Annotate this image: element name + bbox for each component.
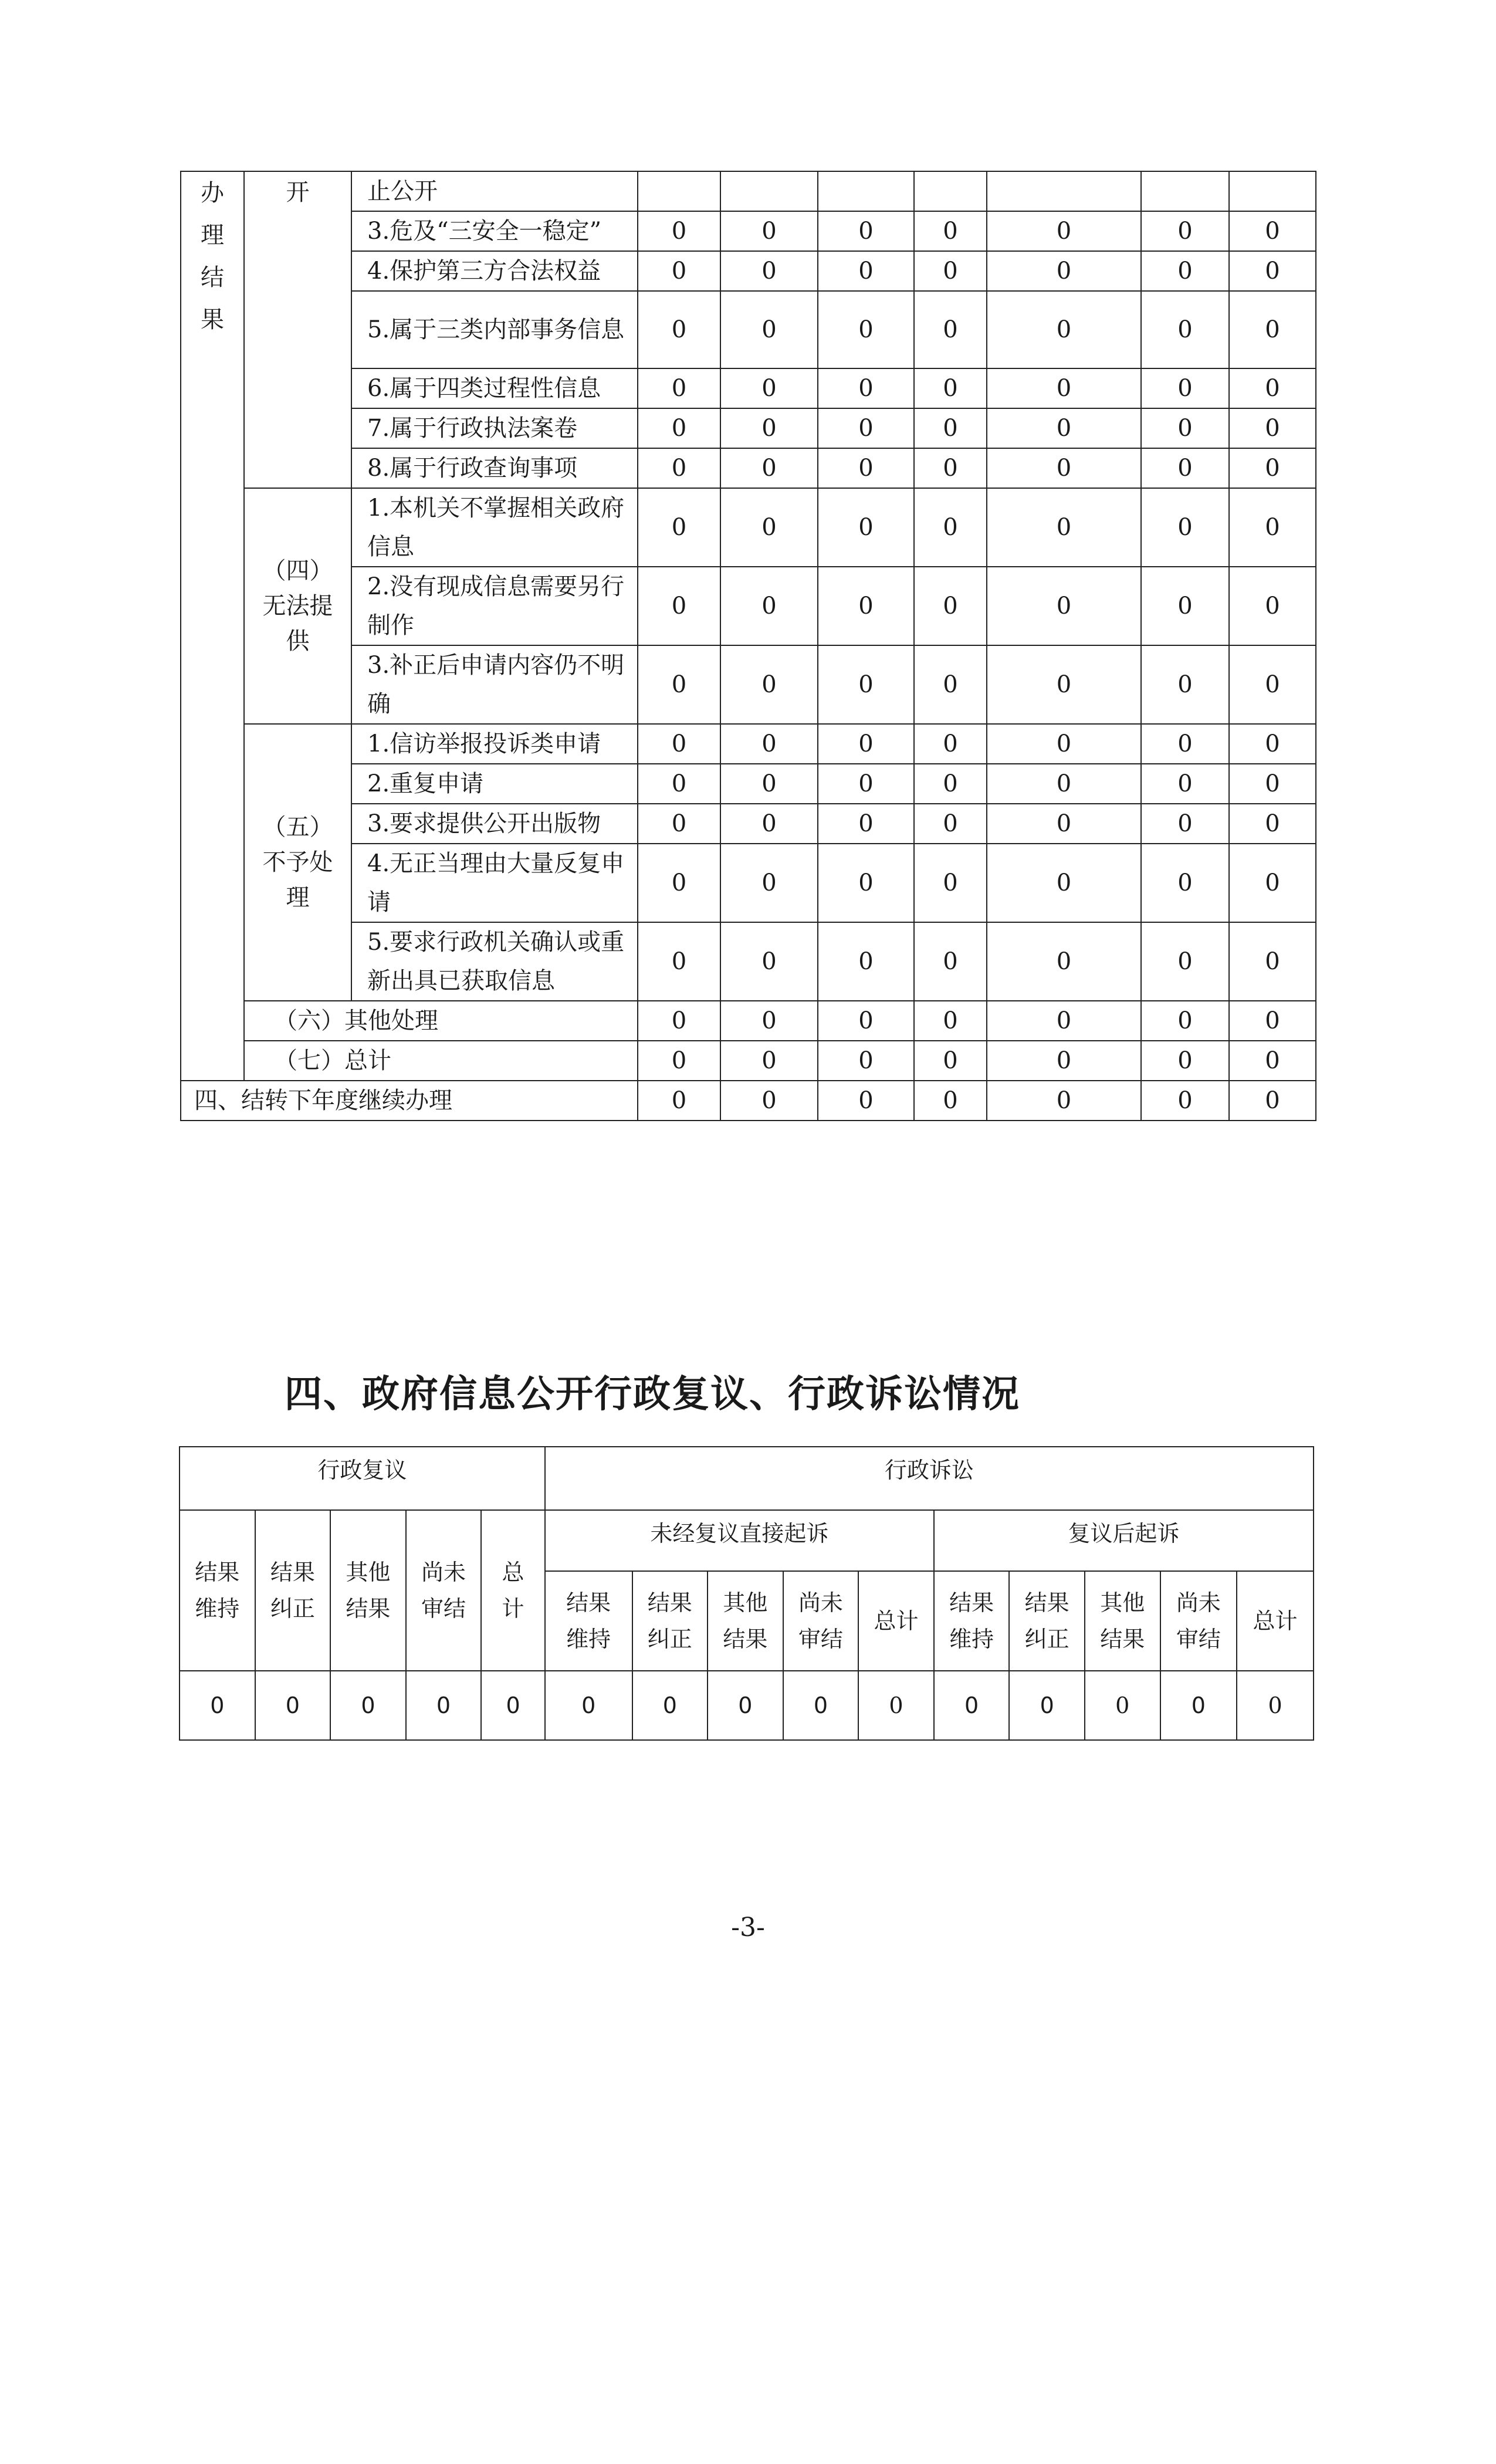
cell-value [1229, 171, 1316, 211]
cell-value [818, 171, 914, 211]
cell-value: 0 [818, 1001, 914, 1041]
cell-value: 0 [1141, 1081, 1229, 1121]
row-label: 1.本机关不掌握相关政府信息 [351, 488, 638, 567]
review-litigation-table [179, 1446, 1314, 1741]
cell-value: 0 [818, 724, 914, 764]
cell-value: 0 [720, 291, 818, 368]
cell-value: 0 [1141, 211, 1229, 251]
cell-value: 0 [914, 764, 987, 804]
cell-value: 0 [818, 448, 914, 488]
cell-value: 0 [818, 764, 914, 804]
after-col-header [934, 1571, 1010, 1671]
group5-label-c: 理 [286, 884, 310, 911]
cell-value: 0 [914, 211, 987, 251]
cell-value: 0 [1229, 645, 1316, 724]
cell-value: 0 [638, 567, 720, 645]
cell-value: 0 [818, 368, 914, 408]
cell-value: 0 [638, 368, 720, 408]
cell-value: 0 [914, 1081, 987, 1121]
col-text: 结果纠正 [270, 1559, 315, 1622]
cell-value: 0 [914, 567, 987, 645]
lawsuit-header: 行政诉讼 [545, 1447, 1314, 1510]
cell-value: 0 [720, 764, 818, 804]
cell-value: 0 [1141, 764, 1229, 804]
cell-value: 0 [1229, 488, 1316, 567]
direct-col-header [783, 1571, 859, 1671]
cell-value: 0 [987, 1081, 1141, 1121]
cell-value: 0 [987, 1001, 1141, 1041]
cell-value: 0 [818, 488, 914, 567]
cell-value [720, 171, 818, 211]
cell-value: 0 [720, 488, 818, 567]
cell-value: 0 [638, 488, 720, 567]
group5-label [244, 724, 351, 1001]
cell-value: 0 [914, 408, 987, 448]
col-text: 结果维持 [949, 1590, 994, 1652]
after-col-header [1009, 1571, 1085, 1671]
cell-value [1141, 171, 1229, 211]
col-text: 结果纠正 [1024, 1590, 1069, 1652]
cell-value: 0 [1229, 1001, 1316, 1041]
review-col-header [330, 1510, 406, 1671]
cell-value: 0 [818, 922, 914, 1001]
cell-value: 0 [1229, 291, 1316, 368]
cell-value: 0 [720, 844, 818, 922]
cell-value: 0 [987, 488, 1141, 567]
col-text: 其他结果 [723, 1590, 768, 1652]
cell-value: 0 [1141, 408, 1229, 448]
row-label: 2.没有现成信息需要另行制作 [351, 567, 638, 645]
after-col-header [1237, 1571, 1314, 1671]
cell-value: 0 [1229, 567, 1316, 645]
group5-label-a: （五） [262, 814, 333, 841]
after-col-header [1085, 1571, 1160, 1671]
col-text: 总计 [502, 1559, 524, 1622]
review-header: 行政复议 [180, 1447, 545, 1510]
col-text: 总计 [874, 1608, 919, 1634]
review-value: 0 [481, 1671, 545, 1740]
cell-value: 0 [987, 211, 1141, 251]
cell-value: 0 [1229, 922, 1316, 1001]
cell-value: 0 [638, 724, 720, 764]
cell-value: 0 [987, 368, 1141, 408]
direct-col-header [632, 1571, 708, 1671]
cell-value: 0 [720, 567, 818, 645]
row-label: 3.危及“三安全一稳定” [351, 211, 638, 251]
review-col-header [255, 1510, 331, 1671]
t2-values-row [180, 1671, 1314, 1740]
cell-value: 0 [1229, 724, 1316, 764]
cell-value: 0 [914, 844, 987, 922]
cell-value: 0 [1141, 488, 1229, 567]
cell-value [914, 171, 987, 211]
direct-value: 0 [545, 1671, 632, 1740]
cell-value: 0 [720, 1041, 818, 1081]
cell-value: 0 [987, 764, 1141, 804]
cell-value: 0 [987, 724, 1141, 764]
cell-value: 0 [914, 291, 987, 368]
cell-value: 0 [1141, 1041, 1229, 1081]
group4-label-b: 无法提 [262, 593, 333, 620]
col-text: 总计 [1253, 1608, 1298, 1634]
cell-value: 0 [720, 448, 818, 488]
outer-category-text: 办理结果 [201, 180, 224, 333]
cell-value: 0 [1229, 764, 1316, 804]
cell-value: 0 [818, 408, 914, 448]
cell-value: 0 [1229, 804, 1316, 844]
cell-value: 0 [914, 645, 987, 724]
direct-col-header [708, 1571, 783, 1671]
col-text: 结果维持 [195, 1559, 240, 1622]
cell-value: 0 [1229, 251, 1316, 291]
review-value: 0 [330, 1671, 406, 1740]
review-value: 0 [180, 1671, 255, 1740]
cell-value: 0 [987, 251, 1141, 291]
cell-value: 0 [914, 448, 987, 488]
cell-value: 0 [1141, 251, 1229, 291]
cell-value: 0 [720, 645, 818, 724]
total-label: （七）总计 [244, 1041, 638, 1081]
row-label: 8.属于行政查询事项 [351, 448, 638, 488]
cell-value: 0 [987, 448, 1141, 488]
direct-value: 0 [708, 1671, 783, 1740]
cell-value: 0 [818, 1081, 914, 1121]
cell-value: 0 [1141, 567, 1229, 645]
cell-value: 0 [638, 211, 720, 251]
row-label: 4.无正当理由大量反复申请 [351, 844, 638, 922]
cell-value: 0 [638, 645, 720, 724]
cell-value: 0 [987, 922, 1141, 1001]
cell-value: 0 [720, 724, 818, 764]
cell-value: 0 [987, 844, 1141, 922]
after-value: 0 [1160, 1671, 1237, 1740]
col-text: 结果维持 [566, 1590, 611, 1652]
row-label: 3.补正后申请内容仍不明确 [351, 645, 638, 724]
other-handling-label: （六）其他处理 [244, 1001, 638, 1041]
cell-value: 0 [1141, 368, 1229, 408]
row-label: 4.保护第三方合法权益 [351, 251, 638, 291]
application-results-body [181, 171, 1316, 1121]
cell-value: 0 [638, 1081, 720, 1121]
cell-value: 0 [914, 922, 987, 1001]
row-label: 止公开 [351, 171, 638, 211]
row-label: 2.重复申请 [351, 764, 638, 804]
group3-label: 开 [244, 171, 351, 488]
cell-value: 0 [914, 368, 987, 408]
cell-value: 0 [818, 251, 914, 291]
cell-value: 0 [638, 291, 720, 368]
cell-value: 0 [720, 1081, 818, 1121]
cell-value: 0 [720, 804, 818, 844]
cell-value: 0 [914, 251, 987, 291]
cell-value: 0 [987, 408, 1141, 448]
row-label: 5.要求行政机关确认或重新出具已获取信息 [351, 922, 638, 1001]
row-label: 7.属于行政执法案卷 [351, 408, 638, 448]
after-value: 0 [1009, 1671, 1085, 1740]
group4-label-a: （四） [262, 557, 333, 584]
cell-value: 0 [1141, 724, 1229, 764]
cell-value: 0 [1141, 448, 1229, 488]
cell-value: 0 [638, 804, 720, 844]
col-text: 结果纠正 [647, 1590, 692, 1652]
cell-value: 0 [638, 844, 720, 922]
review-value: 0 [255, 1671, 331, 1740]
t2-subheader-row [180, 1510, 1314, 1571]
cell-value: 0 [987, 291, 1141, 368]
review-col-header [481, 1510, 545, 1671]
col-text: 尚未审结 [421, 1559, 466, 1622]
cell-value: 0 [818, 844, 914, 922]
cell-value: 0 [818, 645, 914, 724]
cell-value: 0 [1229, 448, 1316, 488]
cell-value: 0 [638, 408, 720, 448]
cell-value: 0 [1229, 211, 1316, 251]
direct-lawsuit-header: 未经复议直接起诉 [545, 1510, 934, 1571]
cell-value: 0 [987, 567, 1141, 645]
cell-value: 0 [914, 1001, 987, 1041]
cell-value: 0 [1229, 408, 1316, 448]
cell-value: 0 [818, 804, 914, 844]
cell-value: 0 [914, 724, 987, 764]
cell-value: 0 [987, 1041, 1141, 1081]
cell-value: 0 [638, 1001, 720, 1041]
cell-value: 0 [1141, 291, 1229, 368]
section-title: 四、政府信息公开行政复议、行政诉讼情况 [285, 1373, 1020, 1416]
col-text: 尚未审结 [798, 1590, 843, 1652]
group4-label-c: 供 [286, 628, 310, 655]
cell-value: 0 [720, 368, 818, 408]
group4-label [244, 488, 351, 724]
cell-value: 0 [720, 408, 818, 448]
cell-value: 0 [1229, 1081, 1316, 1121]
review-value: 0 [406, 1671, 482, 1740]
row-label: 6.属于四类过程性信息 [351, 368, 638, 408]
row-label: 3.要求提供公开出版物 [351, 804, 638, 844]
col-text: 其他结果 [1100, 1590, 1145, 1652]
direct-value: 0 [783, 1671, 859, 1740]
cell-value: 0 [638, 922, 720, 1001]
page-number: -3- [731, 1913, 765, 1942]
cell-value: 0 [818, 567, 914, 645]
after-col-header [1160, 1571, 1237, 1671]
cell-value: 0 [1229, 844, 1316, 922]
cell-value: 0 [914, 1041, 987, 1081]
cell-value: 0 [1141, 645, 1229, 724]
carry-over-label: 四、结转下年度继续办理 [181, 1081, 638, 1121]
cell-value [638, 171, 720, 211]
cell-value: 0 [1229, 1041, 1316, 1081]
review-col-header [406, 1510, 482, 1671]
after-value: 0 [1237, 1671, 1314, 1740]
after-value: 0 [1085, 1671, 1160, 1740]
group5-label-b: 不予处 [262, 849, 333, 876]
cell-value: 0 [1141, 1001, 1229, 1041]
cell-value: 0 [987, 804, 1141, 844]
cell-value: 0 [987, 645, 1141, 724]
cell-value: 0 [720, 922, 818, 1001]
after-review-header: 复议后起诉 [934, 1510, 1314, 1571]
cell-value: 0 [818, 1041, 914, 1081]
after-value: 0 [934, 1671, 1010, 1740]
cell-value: 0 [638, 448, 720, 488]
cell-value: 0 [638, 251, 720, 291]
row-label: 1.信访举报投诉类申请 [351, 724, 638, 764]
cell-value: 0 [818, 211, 914, 251]
cell-value: 0 [720, 251, 818, 291]
cell-value [987, 171, 1141, 211]
cell-value: 0 [1141, 922, 1229, 1001]
cell-value: 0 [1229, 368, 1316, 408]
cell-value: 0 [720, 211, 818, 251]
cell-value: 0 [1141, 804, 1229, 844]
col-text: 其他结果 [346, 1559, 391, 1622]
application-results-table [180, 171, 1316, 1121]
cell-value: 0 [638, 1041, 720, 1081]
cell-value: 0 [638, 764, 720, 804]
direct-value: 0 [858, 1671, 934, 1740]
cell-value: 0 [914, 804, 987, 844]
cell-value: 0 [914, 488, 987, 567]
cell-value: 0 [1141, 844, 1229, 922]
col-text: 尚未审结 [1176, 1590, 1221, 1652]
review-col-header [180, 1510, 255, 1671]
cell-value: 0 [720, 1001, 818, 1041]
direct-col-header [858, 1571, 934, 1671]
direct-col-header [545, 1571, 632, 1671]
cell-value: 0 [818, 291, 914, 368]
outer-category [181, 171, 244, 1081]
direct-value: 0 [632, 1671, 708, 1740]
row-label: 5.属于三类内部事务信息 [351, 291, 638, 368]
